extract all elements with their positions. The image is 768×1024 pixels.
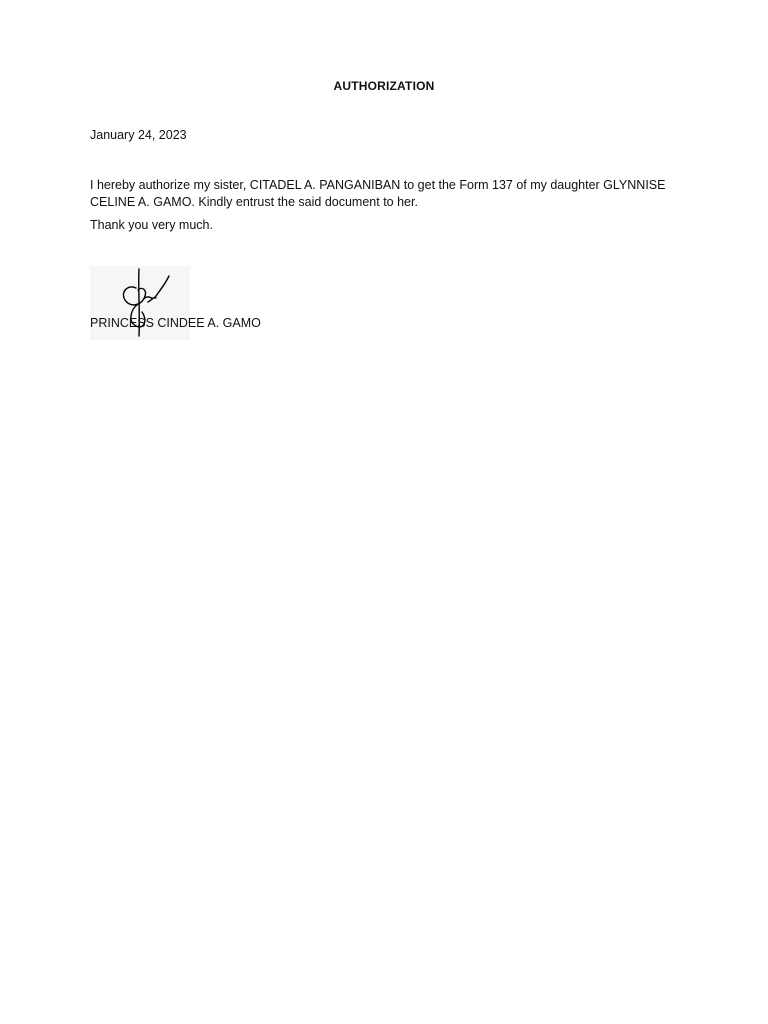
document-title: AUTHORIZATION bbox=[333, 79, 435, 93]
signer-name: PRINCESS CINDEE A. GAMO bbox=[90, 316, 261, 330]
letter-closing: Thank you very much. bbox=[90, 218, 213, 232]
signature-block bbox=[90, 266, 290, 342]
letter-body: I hereby authorize my sister, CITADEL A. PANGANIBAN to get the Form 137 of my daughter GLYNNISE CELINE A. GAMO. Kindly entrust the said document to her. bbox=[90, 178, 666, 209]
letter-date: January 24, 2023 bbox=[90, 128, 187, 142]
